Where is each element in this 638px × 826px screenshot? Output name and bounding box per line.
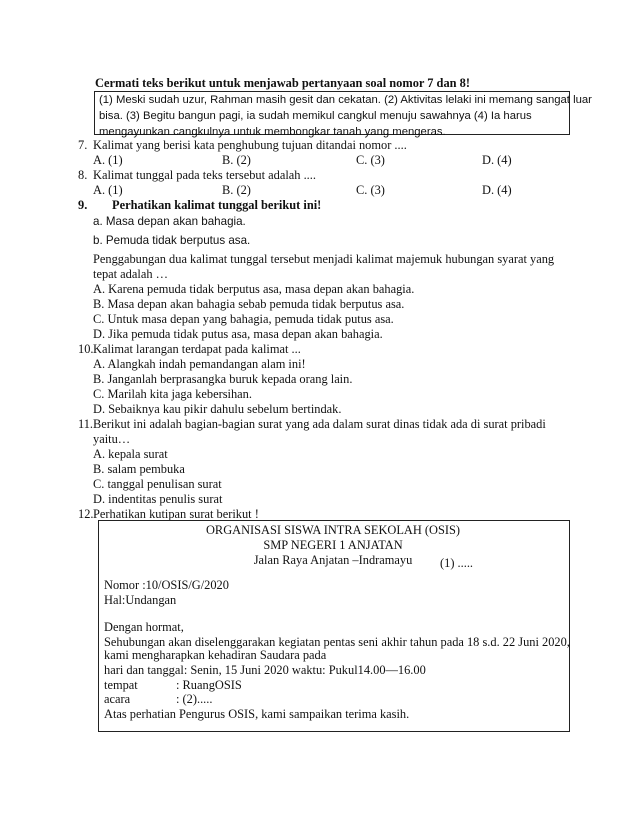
question-number: 10. [78,342,94,356]
intro-instruction: Cermati teks berikut untuk menjawab pertanyaan soal nomor 7 dan 8! [95,76,470,90]
q8-option-b[interactable]: B. (2) [222,183,251,197]
letter-hal: Hal:Undangan [104,593,177,607]
q8-option-d[interactable]: D. (4) [482,183,512,197]
question-7-text: Kalimat yang berisi kata penghubung tujuan ditandai nomor .... [93,138,407,152]
question-9-text: tepat adalah … [93,267,168,281]
q7-option-c[interactable]: C. (3) [356,153,385,167]
q8-option-c[interactable]: C. (3) [356,183,385,197]
q9-option-a[interactable]: A. Karena pemuda tidak berputus asa, masa depan akan bahagia. [93,282,415,296]
q11-option-c[interactable]: C. tanggal penulisan surat [93,477,222,491]
q9-option-c[interactable]: C. Untuk masa depan yang bahagia, pemuda tidak putus asa. [93,312,394,326]
letter-acara-label: acara [104,692,131,706]
letter-acara-value: : (2)..... [176,692,213,706]
q11-option-a[interactable]: A. kepala surat [93,447,168,461]
letter-tempat-value: : RuangOSIS [176,678,242,692]
q7-option-b[interactable]: B. (2) [222,153,251,167]
letter-greeting: Dengan hormat, [104,620,184,634]
letter-school: SMP NEGERI 1 ANJATAN [263,538,403,552]
q7-option-a[interactable]: A. (1) [93,153,123,167]
q9-option-d[interactable]: D. Jika pemuda tidak putus asa, masa depan akan bahagia. [93,327,383,341]
question-number: 12. [78,507,94,521]
q11-option-d[interactable]: D. indentitas penulis surat [93,492,223,506]
question-8-text: Kalimat tunggal pada teks tersebut adalah .... [93,168,316,182]
q10-option-b[interactable]: B. Janganlah berprasangka buruk kepada orang lain. [93,372,353,386]
question-9-text: Penggabungan dua kalimat tunggal tersebut menjadi kalimat majemuk hubungan syarat yang [93,252,555,266]
q10-option-c[interactable]: C. Marilah kita jaga kebersihan. [93,387,252,401]
letter-nomor: Nomor :10/OSIS/G/2020 [104,578,229,592]
q10-option-d[interactable]: D. Sebaiknya kau pikir dahulu sebelum bertindak. [93,402,342,416]
question-number: 11. [78,417,94,431]
letter-org: ORGANISASI SISWA INTRA SEKOLAH (OSIS) [205,523,461,537]
q9-option-b[interactable]: B. Masa depan akan bahagia sebab pemuda tidak berputus asa. [93,297,405,311]
passage-line: (1) Meski sudah uzur, Rahman masih gesit dan cekatan. (2) Aktivitas lelaki ini memang sangat luar [99,94,592,106]
letter-body-line: hari dan tanggal: Senin, 15 Juni 2020 waktu: Pukul14.00—16.00 [104,663,426,677]
q10-option-a[interactable]: A. Alangkah indah pemandangan alam ini! [93,357,306,371]
letter-number-blank: (1) ..... [440,556,474,570]
question-12-text: Perhatikan kutipan surat berikut ! [93,507,259,521]
q9-sentence-a: a. Masa depan akan bahagia. [93,215,246,228]
passage-line: bisa. (3) Begitu bangun pagi, ia sudah memikul cangkul menuju sawahnya (4) Ia harus [99,110,532,122]
letter-body-line: Sehubungan akan diselenggarakan kegiatan pentas seni akhir tahun pada 18 s.d. 22 Juni 2020, [104,635,570,649]
question-number: 8. [78,168,88,182]
q7-option-d[interactable]: D. (4) [482,153,512,167]
question-11-text: Berikut ini adalah bagian-bagian surat yang ada dalam surat dinas tidak ada di surat pribadi [93,417,546,431]
letter-address: Jalan Raya Anjatan –Indramayu [253,553,413,567]
q8-option-a[interactable]: A. (1) [93,183,123,197]
letter-tempat-label: tempat [104,678,138,692]
q11-option-b[interactable]: B. salam pembuka [93,462,185,476]
letter-closing: Atas perhatian Pengurus OSIS, kami sampaikan terima kasih. [104,707,410,721]
letter-body-line: kami mengharapkan kehadiran Saudara pada [104,648,327,662]
passage-text [99,92,592,140]
question-9-heading: Perhatikan kalimat tunggal berikut ini! [112,198,322,212]
q9-sentence-b: b. Pemuda tidak berputus asa. [93,234,251,247]
question-number: 9. [78,198,88,212]
question-number: 7. [78,138,88,152]
question-10-text: Kalimat larangan terdapat pada kalimat ... [93,342,301,356]
passage-line: mengayunkan cangkulnya untuk membongkar tanah yang mengeras. [99,126,446,138]
question-11-text: yaitu… [93,432,131,446]
